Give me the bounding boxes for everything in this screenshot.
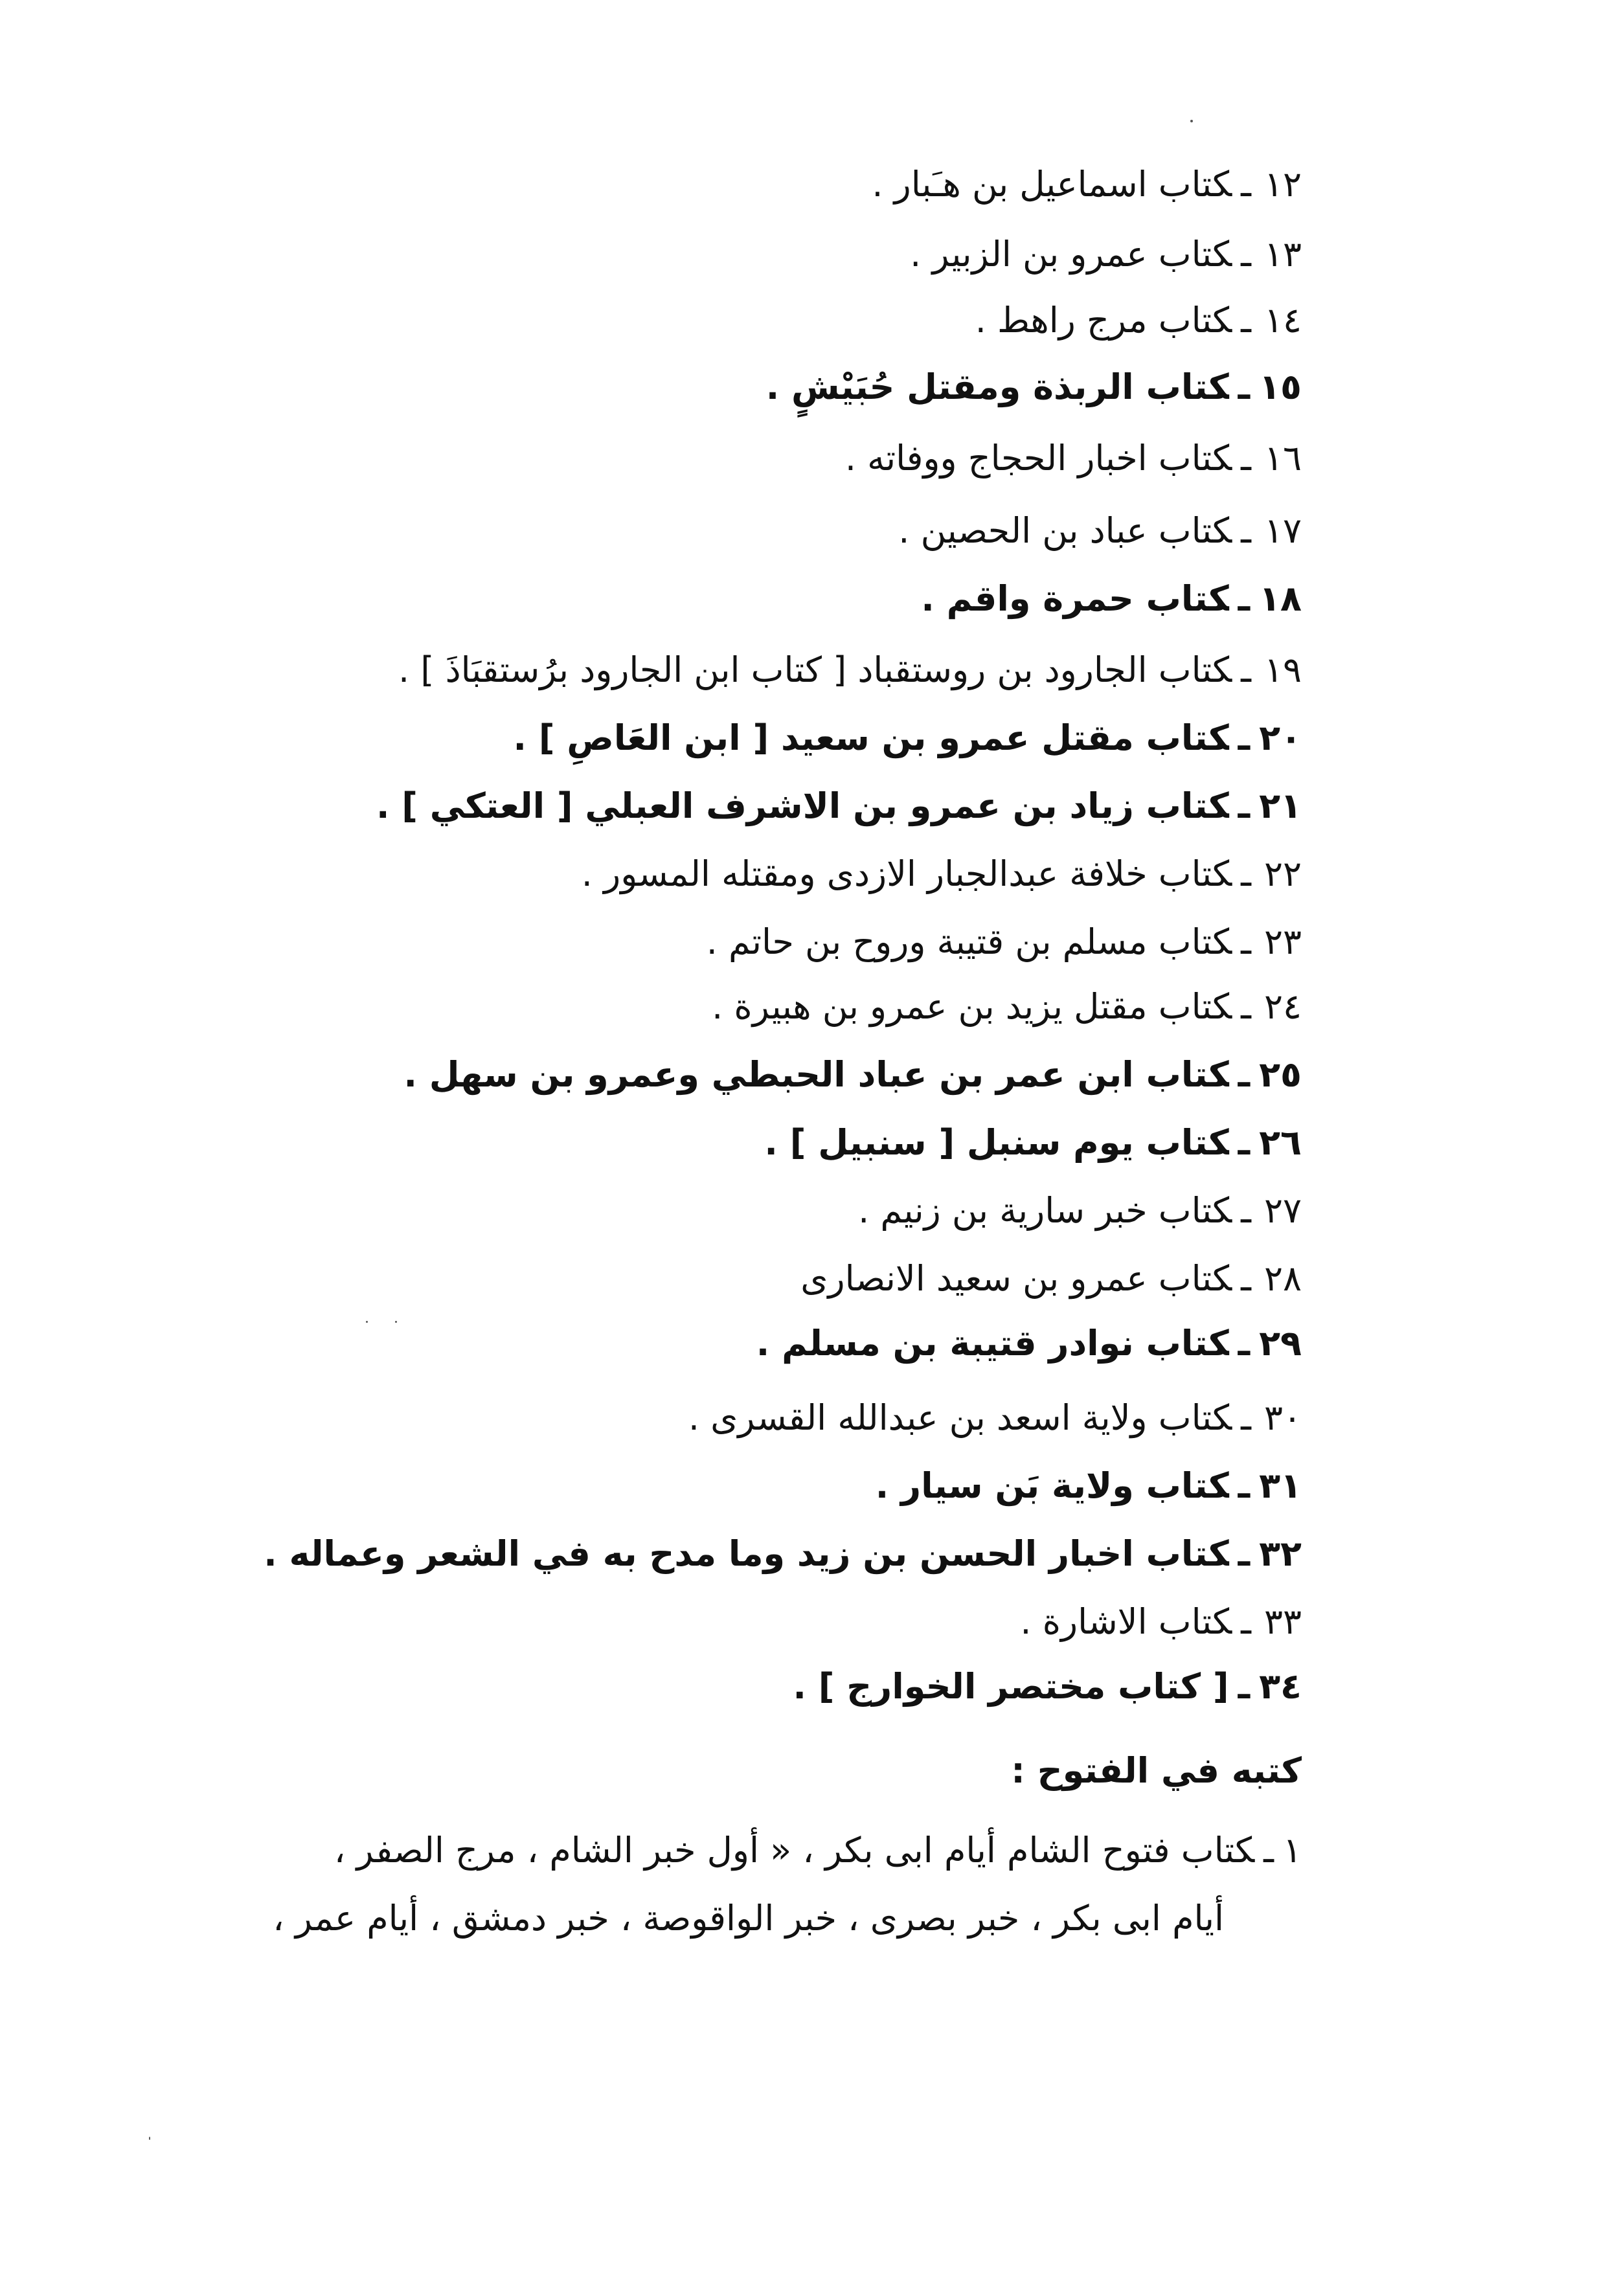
list-item <box>688 1392 1302 1444</box>
list-item <box>514 712 1302 764</box>
item-dash: ـ <box>1241 921 1251 962</box>
item-text: كتاب الجارود بن روستقباد [ كتاب ابن الجارود برُستقبَاذَ ] . <box>398 649 1232 690</box>
list-item <box>582 848 1302 900</box>
item-number: ٣٣ <box>1263 1601 1302 1642</box>
item-text: كتاب ولاية اسعد بن عبدالله القسرى . <box>688 1397 1232 1438</box>
list-item <box>376 780 1302 832</box>
list-item <box>898 505 1302 557</box>
item-number: ٢٢ <box>1263 853 1302 894</box>
item-number: ٣٢ <box>1259 1533 1302 1574</box>
item-number: ١٢ <box>1263 164 1302 205</box>
item-dash: ـ <box>1241 986 1251 1027</box>
item-text-line-1: كتاب فتوح الشام أيام ابى بكر ، « أول خبر الشام ، مرج الصفر ، <box>334 1830 1255 1871</box>
item-number: ١٩ <box>1263 649 1302 690</box>
item-dash: ـ <box>1263 1830 1274 1871</box>
scan-speck <box>149 2137 150 2140</box>
item-number: ٢٠ <box>1259 717 1302 758</box>
item-text: كتاب زياد بن عمرو بن الاشرف العبلي [ العتكي ] . <box>376 785 1229 826</box>
item-number: ١٧ <box>1263 510 1302 551</box>
list-item <box>800 1253 1302 1305</box>
item-number: ٢٧ <box>1263 1190 1302 1231</box>
item-dash: ـ <box>1238 1323 1251 1364</box>
item-dash: ـ <box>1241 300 1251 341</box>
item-number: ٢٣ <box>1263 921 1302 962</box>
item-first-line <box>334 1830 1302 1871</box>
scan-speck <box>395 1321 397 1323</box>
item-text: كتاب ولاية بَن سيار . <box>875 1465 1229 1506</box>
list-item <box>876 1460 1302 1512</box>
list-item <box>872 159 1302 210</box>
list-item <box>975 295 1302 346</box>
item-number: ٣٤ <box>1259 1666 1302 1707</box>
list-item <box>403 1049 1302 1101</box>
list-item <box>756 1318 1302 1369</box>
item-dash: ـ <box>1241 1190 1251 1231</box>
item-number: ١٨ <box>1259 578 1302 619</box>
item-dash: ـ <box>1238 717 1251 758</box>
list-item <box>764 1117 1302 1169</box>
item-text: كتاب عمرو بن سعيد الانصارى <box>800 1258 1232 1299</box>
item-dash: ـ <box>1238 1054 1251 1095</box>
item-number: ٢٤ <box>1263 986 1302 1027</box>
list-item <box>910 229 1302 280</box>
item-number: ٣٠ <box>1263 1397 1302 1438</box>
item-text: كتاب اخبار الحجاج ووفاته . <box>844 438 1232 478</box>
scan-speck <box>1190 120 1193 122</box>
item-dash: ـ <box>1238 1465 1251 1506</box>
item-text: كتاب مقتل عمرو بن سعيد [ ابن العَاصِ ] . <box>513 717 1229 758</box>
item-number: ٢٥ <box>1259 1054 1302 1095</box>
item-number: ٢٨ <box>1263 1258 1302 1299</box>
list-item <box>858 1185 1302 1237</box>
item-dash: ـ <box>1238 1122 1251 1163</box>
item-number: ٢٦ <box>1259 1122 1302 1163</box>
item-text: كتاب عمرو بن الزبير . <box>910 234 1232 275</box>
item-text: كتاب اخبار الحسن بن زيد وما مدح به في الشعر وعماله . <box>264 1533 1229 1574</box>
list-item <box>845 433 1302 484</box>
item-number: ١ <box>1282 1830 1302 1871</box>
list-item <box>921 573 1302 625</box>
section-item <box>233 1816 1302 1952</box>
item-number: ٢١ <box>1259 785 1302 826</box>
section-heading: كتبه في الفتوح : <box>1011 1750 1302 1791</box>
item-number: ١٦ <box>1263 438 1302 478</box>
item-dash: ـ <box>1241 853 1251 894</box>
scan-speck <box>366 1321 368 1323</box>
list-item <box>264 1528 1302 1580</box>
item-text: كتاب عباد بن الحصين . <box>898 510 1232 551</box>
list-item <box>1020 1596 1302 1648</box>
item-dash: ـ <box>1241 1258 1251 1299</box>
item-dash: ـ <box>1241 234 1251 275</box>
list-item <box>712 981 1302 1033</box>
item-dash: ـ <box>1241 649 1251 690</box>
item-dash: ـ <box>1241 438 1251 478</box>
item-text: كتاب الاشارة . <box>1020 1601 1232 1642</box>
item-number: ١٥ <box>1259 366 1302 407</box>
list-item <box>766 361 1302 413</box>
item-text: كتاب خلافة عبدالجبار الازدى ومقتله المسور . <box>581 853 1232 894</box>
item-text: كتاب اسماعيل بن هـَبار . <box>872 164 1232 205</box>
item-number: ٣١ <box>1259 1465 1302 1506</box>
item-text-line-2: أيام ابى بكر ، خبر بصرى ، خبر الواقوصة ، خبر دمشق ، أيام عمر ، <box>273 1898 1224 1939</box>
item-text: كتاب مرج راهط . <box>975 300 1232 341</box>
list-item <box>398 644 1302 696</box>
item-text: كتاب مسلم بن قتيبة وروح بن حاتم . <box>706 921 1232 962</box>
item-dash: ـ <box>1241 510 1251 551</box>
item-text: كتاب يوم سنبل [ سنبيل ] . <box>764 1122 1229 1163</box>
item-dash: ـ <box>1241 1397 1251 1438</box>
item-text: كتاب ابن عمر بن عباد الحبطي وعمرو بن سهل . <box>403 1054 1229 1095</box>
list-item <box>707 916 1302 968</box>
item-text: كتاب الربذة ومقتل حُبَيْشٍ . <box>765 366 1229 407</box>
item-dash: ـ <box>1241 1601 1251 1642</box>
item-text: [ كتاب مختصر الخوارج ] . <box>793 1666 1229 1707</box>
item-text: كتاب مقتل يزيد بن عمرو بن هبيرة . <box>712 986 1232 1027</box>
item-dash: ـ <box>1238 578 1251 619</box>
item-dash: ـ <box>1238 1533 1251 1574</box>
item-dash: ـ <box>1241 164 1251 205</box>
item-dash: ـ <box>1238 366 1251 407</box>
item-text: كتاب نوادر قتيبة بن مسلم . <box>756 1323 1229 1364</box>
item-number: ٢٩ <box>1259 1323 1302 1364</box>
item-text: كتاب خبر سارية بن زنيم . <box>858 1190 1232 1231</box>
item-text: كتاب حمرة واقم . <box>921 578 1229 619</box>
item-number: ١٤ <box>1263 300 1302 341</box>
item-dash: ـ <box>1238 1666 1251 1707</box>
item-number: ١٣ <box>1263 234 1302 275</box>
item-dash: ـ <box>1238 785 1251 826</box>
list-item <box>793 1661 1302 1713</box>
